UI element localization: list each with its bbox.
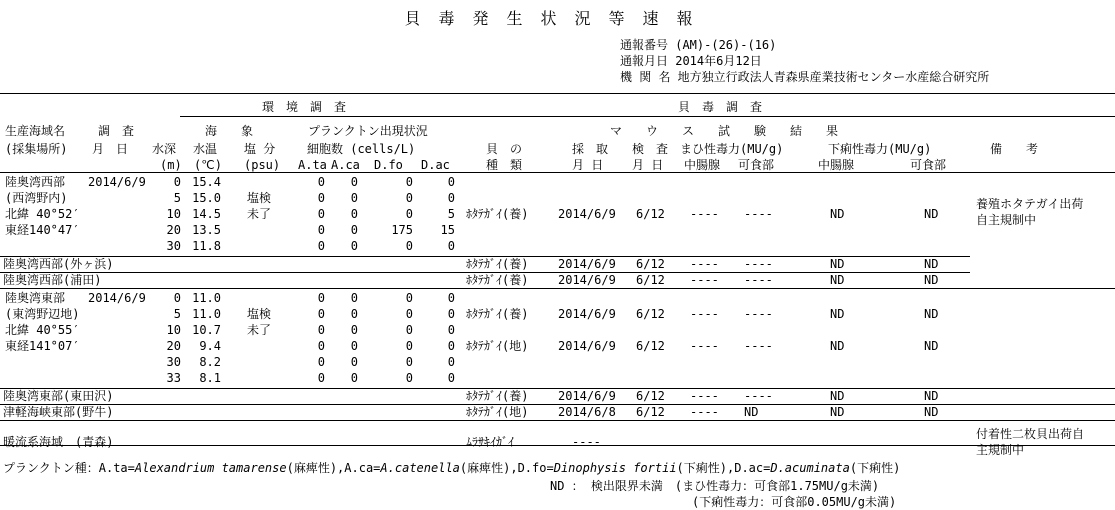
ata-heading: A.ta bbox=[298, 158, 327, 172]
warm-remark-0: 付着性二枚貝出荷自 bbox=[976, 427, 1085, 441]
block1-row1-dfo: 0 bbox=[405, 307, 413, 321]
block1-shell0-psp-edible: ---- bbox=[744, 307, 773, 321]
block0-row0-aca: 0 bbox=[350, 175, 358, 189]
block0-row0-temp: 15.4 bbox=[192, 175, 221, 189]
dsp-heading: 下痢性毒力(MU/g) bbox=[828, 142, 932, 156]
block0-area-line-3: 東経140°47′ bbox=[5, 223, 80, 237]
block0-row4-temp: 11.8 bbox=[192, 239, 221, 253]
single2-dsp-gland: ND bbox=[830, 389, 845, 403]
block1-row0-aca: 0 bbox=[350, 291, 358, 305]
block0-row3-dfo: 175 bbox=[391, 223, 413, 237]
block1-row2-dfo: 0 bbox=[405, 323, 413, 337]
single1-collect-date: 2014/6/9 bbox=[558, 273, 616, 287]
survey-heading: 調 査 bbox=[98, 124, 135, 138]
rule-bottom bbox=[0, 445, 1115, 446]
block1-row5-temp: 8.1 bbox=[199, 371, 221, 385]
block0-area-line-1: (西湾野内) bbox=[5, 191, 68, 205]
rule-env bbox=[180, 116, 470, 117]
temp-heading: 水温 bbox=[193, 142, 218, 156]
single1-inspect-date: 6/12 bbox=[636, 273, 665, 287]
plankton-species-note bbox=[3, 447, 900, 475]
block1-row5-dac: 0 bbox=[447, 371, 455, 385]
single2-psp-gland: ---- bbox=[690, 389, 719, 403]
block1-row1-depth: 5 bbox=[173, 307, 181, 321]
block0-row1-depth: 5 bbox=[173, 191, 181, 205]
block1-row2-depth: 10 bbox=[166, 323, 181, 337]
single2-shell-kind: ﾎﾀﾃｶﾞｲ(養) bbox=[466, 389, 529, 403]
single2-collect-date: 2014/6/9 bbox=[558, 389, 616, 403]
block0-shell0-dsp-gland: ND bbox=[830, 207, 845, 221]
single0-inspect-date: 6/12 bbox=[636, 257, 665, 271]
report-number: 通報番号 (AM)-(26)-(16) bbox=[620, 38, 777, 52]
dfo-heading: D.fo bbox=[374, 158, 403, 172]
single2-psp-edible: ---- bbox=[744, 389, 773, 403]
single0-shell-kind: ﾎﾀﾃｶﾞｲ(養) bbox=[466, 257, 529, 271]
block1-row0-dac: 0 bbox=[447, 291, 455, 305]
plankton-heading: プランクトン出現状況 bbox=[308, 124, 428, 138]
month-day-heading: 月 日 bbox=[92, 142, 129, 156]
block1-area-line-3: 東経141°07′ bbox=[5, 339, 80, 353]
block1-area-line-1: (東湾野辺地) bbox=[5, 307, 80, 321]
block1-row1-temp: 11.0 bbox=[192, 307, 221, 321]
block0-salinity-0: 塩検 bbox=[247, 191, 272, 205]
block1-row3-depth: 20 bbox=[166, 339, 181, 353]
block1-row4-aca: 0 bbox=[350, 355, 358, 369]
single3-dsp-edible: ND bbox=[924, 405, 939, 419]
block0-shell0-shell-kind: ﾎﾀﾃｶﾞｲ(養) bbox=[466, 207, 529, 221]
block1-row0-depth: 0 bbox=[173, 291, 181, 305]
block1-row5-ata: 0 bbox=[317, 371, 325, 385]
block0-shell0-psp-gland: ---- bbox=[690, 207, 719, 221]
single3-psp-gland: ---- bbox=[690, 405, 719, 419]
note-prefix: プランクトン種：A.ta= bbox=[3, 461, 135, 475]
toxin-survey-heading: 貝 毒 調 査 bbox=[678, 100, 763, 114]
block1-salinity-0: 塩検 bbox=[247, 307, 272, 321]
block1-shell0-dsp-edible: ND bbox=[924, 307, 939, 321]
block0-salinity-1: 未了 bbox=[247, 207, 272, 221]
block1-row4-depth: 30 bbox=[166, 355, 181, 369]
single3-psp-edible: ND bbox=[744, 405, 759, 419]
single0-area: 陸奥湾西部(外ヶ浜) bbox=[3, 257, 114, 271]
rule-block-1 bbox=[0, 420, 1115, 421]
area-heading: 生産海域名 bbox=[5, 124, 66, 138]
note-species-3: Dinophysis fortii bbox=[553, 461, 677, 475]
block0-row1-dac: 0 bbox=[447, 191, 455, 205]
block0-row2-aca: 0 bbox=[350, 207, 358, 221]
single0-dsp-gland: ND bbox=[830, 257, 845, 271]
note-species-4: D.acuminata bbox=[770, 461, 850, 475]
block1-shell0-psp-gland: ---- bbox=[690, 307, 719, 321]
block0-row1-dfo: 0 bbox=[405, 191, 413, 205]
block0-shell0-collect-date: 2014/6/9 bbox=[558, 207, 616, 221]
block1-shell0-shell-kind: ﾎﾀﾃｶﾞｲ(養) bbox=[466, 307, 529, 321]
single2-inspect-date: 6/12 bbox=[636, 389, 665, 403]
report-agency: 機 関 名 地方独立行政法人青森県産業技術センター水産総合研究所 bbox=[620, 70, 990, 84]
block0-shell0-inspect-date: 6/12 bbox=[636, 207, 665, 221]
mouse-heading: マ ウ ス 試 験 結 果 bbox=[610, 124, 839, 138]
block0-row2-ata: 0 bbox=[317, 207, 325, 221]
rule-block-0 bbox=[0, 288, 1115, 289]
block1-row2-aca: 0 bbox=[350, 323, 358, 337]
block0-row3-ata: 0 bbox=[317, 223, 325, 237]
note-species-1: Alexandrium tamarense bbox=[134, 461, 287, 475]
page-title: 貝毒発生状況等速報 bbox=[404, 9, 711, 28]
block0-row3-depth: 20 bbox=[166, 223, 181, 237]
block1-salinity-1: 未了 bbox=[247, 323, 272, 337]
block1-row3-dfo: 0 bbox=[405, 339, 413, 353]
block1-row0-temp: 11.0 bbox=[192, 291, 221, 305]
remarks-heading: 備 考 bbox=[990, 142, 1039, 156]
single3-collect-date: 2014/6/8 bbox=[558, 405, 616, 419]
note-text-4: (下痢性) bbox=[849, 461, 901, 475]
block0-row0-depth: 0 bbox=[173, 175, 181, 189]
block0-row0-ata: 0 bbox=[317, 175, 325, 189]
note-text-2: (麻痺性),D.fo= bbox=[459, 461, 554, 475]
block0-row4-aca: 0 bbox=[350, 239, 358, 253]
block1-row2-temp: 10.7 bbox=[192, 323, 221, 337]
psp-edible-heading: 可食部 bbox=[738, 158, 775, 172]
block0-remark-1: 自主規制中 bbox=[976, 213, 1037, 227]
block1-shell0-inspect-date: 6/12 bbox=[636, 307, 665, 321]
single2-dsp-edible: ND bbox=[924, 389, 939, 403]
block0-row1-aca: 0 bbox=[350, 191, 358, 205]
single2-area: 陸奥湾東部(東田沢) bbox=[3, 389, 114, 403]
block0-row3-dac: 15 bbox=[440, 223, 455, 237]
block1-row4-temp: 8.2 bbox=[199, 355, 221, 369]
inspect-md-heading: 月 日 bbox=[632, 158, 664, 172]
report-date: 通報月日 2014年6月12日 bbox=[620, 54, 762, 68]
block1-row0-dfo: 0 bbox=[405, 291, 413, 305]
block1-shell1-shell-kind: ﾎﾀﾃｶﾞｲ(地) bbox=[466, 339, 529, 353]
block1-area-line-0: 陸奥湾東部 bbox=[5, 291, 66, 305]
block1-row2-ata: 0 bbox=[317, 323, 325, 337]
single3-inspect-date: 6/12 bbox=[636, 405, 665, 419]
psp-gland-heading: 中腸腺 bbox=[684, 158, 721, 172]
block1-row5-dfo: 0 bbox=[405, 371, 413, 385]
block1-row3-ata: 0 bbox=[317, 339, 325, 353]
block1-row3-aca: 0 bbox=[350, 339, 358, 353]
block1-row4-dfo: 0 bbox=[405, 355, 413, 369]
inspect-heading: 検 査 bbox=[632, 142, 669, 156]
block0-survey-date: 2014/6/9 bbox=[88, 175, 146, 189]
temp-unit: (℃) bbox=[194, 158, 222, 172]
block1-row5-aca: 0 bbox=[350, 371, 358, 385]
block1-shell0-dsp-gland: ND bbox=[830, 307, 845, 321]
single1-psp-edible: ---- bbox=[744, 273, 773, 287]
block0-row3-aca: 0 bbox=[350, 223, 358, 237]
salinity-heading: 塩 分 bbox=[244, 142, 276, 156]
block0-remark-0: 養殖ホタテガイ出荷 bbox=[976, 197, 1084, 211]
single0-collect-date: 2014/6/9 bbox=[558, 257, 616, 271]
block0-shell0-psp-edible: ---- bbox=[744, 207, 773, 221]
dsp-edible-heading: 可食部 bbox=[910, 158, 947, 172]
rule-toxin bbox=[470, 116, 1115, 117]
block1-row1-ata: 0 bbox=[317, 307, 325, 321]
rule-header-bottom bbox=[0, 172, 1115, 173]
block0-area-line-0: 陸奥湾西部 bbox=[5, 175, 66, 189]
block0-area-line-2: 北緯 40°52′ bbox=[5, 207, 80, 221]
note-species-2: A.catenella bbox=[380, 461, 460, 475]
warm-shell-kind: ﾑﾗｻｷｲｶﾞｲ bbox=[466, 435, 515, 449]
block0-row2-dac: 5 bbox=[447, 207, 455, 221]
block1-row3-dac: 0 bbox=[447, 339, 455, 353]
collect-md-heading: 月 日 bbox=[572, 158, 604, 172]
block1-survey-date: 2014/6/9 bbox=[88, 291, 146, 305]
single1-psp-gland: ---- bbox=[690, 273, 719, 287]
block0-row4-dfo: 0 bbox=[405, 239, 413, 253]
block0-row4-ata: 0 bbox=[317, 239, 325, 253]
nd-note-line2: (下痢性毒力：可食部0.05MU/g未満) bbox=[692, 495, 897, 509]
block1-row1-dac: 0 bbox=[447, 307, 455, 321]
block0-row4-dac: 0 bbox=[447, 239, 455, 253]
psp-heading: まひ性毒力(MU/g) bbox=[680, 142, 784, 156]
salinity-unit: (psu) bbox=[244, 158, 281, 172]
block0-row3-temp: 13.5 bbox=[192, 223, 221, 237]
dsp-gland-heading: 中腸腺 bbox=[818, 158, 855, 172]
block1-shell1-psp-edible: ---- bbox=[744, 339, 773, 353]
block1-shell1-dsp-edible: ND bbox=[924, 339, 939, 353]
single3-area: 津軽海峡東部(野牛) bbox=[3, 405, 114, 419]
note-text-3: (下痢性),D.ac= bbox=[676, 461, 771, 475]
warm-collect: ---- bbox=[572, 435, 601, 449]
block0-row0-dfo: 0 bbox=[405, 175, 413, 189]
block1-shell1-dsp-gland: ND bbox=[830, 339, 845, 353]
single0-psp-gland: ---- bbox=[690, 257, 719, 271]
kind-heading: 種 類 bbox=[486, 158, 523, 172]
block1-row5-depth: 33 bbox=[166, 371, 181, 385]
single1-shell-kind: ﾎﾀﾃｶﾞｲ(養) bbox=[466, 273, 529, 287]
block1-row1-aca: 0 bbox=[350, 307, 358, 321]
single0-psp-edible: ---- bbox=[744, 257, 773, 271]
block1-row2-dac: 0 bbox=[447, 323, 455, 337]
block0-shell0-dsp-edible: ND bbox=[924, 207, 939, 221]
depth-unit: (m) bbox=[160, 158, 182, 172]
single0-dsp-edible: ND bbox=[924, 257, 939, 271]
single1-area: 陸奥湾西部(浦田) bbox=[3, 273, 102, 287]
block1-shell1-psp-gland: ---- bbox=[690, 339, 719, 353]
shell-heading: 貝 の bbox=[486, 142, 523, 156]
note-text-1: (麻痺性),A.ca= bbox=[286, 461, 381, 475]
cells-heading: 細胞数 (cells/L) bbox=[307, 142, 416, 156]
block1-area-line-2: 北緯 40°55′ bbox=[5, 323, 80, 337]
block0-row4-depth: 30 bbox=[166, 239, 181, 253]
collect-heading: 採 取 bbox=[572, 142, 609, 156]
warm-area: 暖流系海域 (青森) bbox=[3, 435, 114, 449]
single3-shell-kind: ﾎﾀﾃｶﾞｲ(地) bbox=[466, 405, 529, 419]
warm-remark-1: 主規制中 bbox=[976, 443, 1025, 457]
block1-row0-ata: 0 bbox=[317, 291, 325, 305]
block0-row1-temp: 15.0 bbox=[192, 191, 221, 205]
single1-dsp-edible: ND bbox=[924, 273, 939, 287]
block1-shell1-inspect-date: 6/12 bbox=[636, 339, 665, 353]
block0-row2-depth: 10 bbox=[166, 207, 181, 221]
block0-row2-dfo: 0 bbox=[405, 207, 413, 221]
block1-row4-ata: 0 bbox=[317, 355, 325, 369]
depth-heading: 水深 bbox=[152, 142, 177, 156]
rule-top bbox=[0, 93, 1115, 94]
env-survey-heading: 環 境 調 査 bbox=[262, 100, 347, 114]
nd-note-line1: ND ： 検出限界未満 (まひ性毒力：可食部1.75MU/g未満) bbox=[550, 479, 880, 493]
block1-row4-dac: 0 bbox=[447, 355, 455, 369]
block0-row2-temp: 14.5 bbox=[192, 207, 221, 221]
dac-heading: D.ac bbox=[421, 158, 450, 172]
aca-heading: A.ca bbox=[331, 158, 360, 172]
block0-row0-dac: 0 bbox=[447, 175, 455, 189]
single3-dsp-gland: ND bbox=[830, 405, 845, 419]
block1-shell1-collect-date: 2014/6/9 bbox=[558, 339, 616, 353]
block1-shell0-collect-date: 2014/6/9 bbox=[558, 307, 616, 321]
place-heading: (採集場所) bbox=[5, 142, 68, 156]
block0-row1-ata: 0 bbox=[317, 191, 325, 205]
single1-dsp-gland: ND bbox=[830, 273, 845, 287]
sea-heading: 海 象 bbox=[205, 124, 254, 138]
block1-row3-temp: 9.4 bbox=[199, 339, 221, 353]
